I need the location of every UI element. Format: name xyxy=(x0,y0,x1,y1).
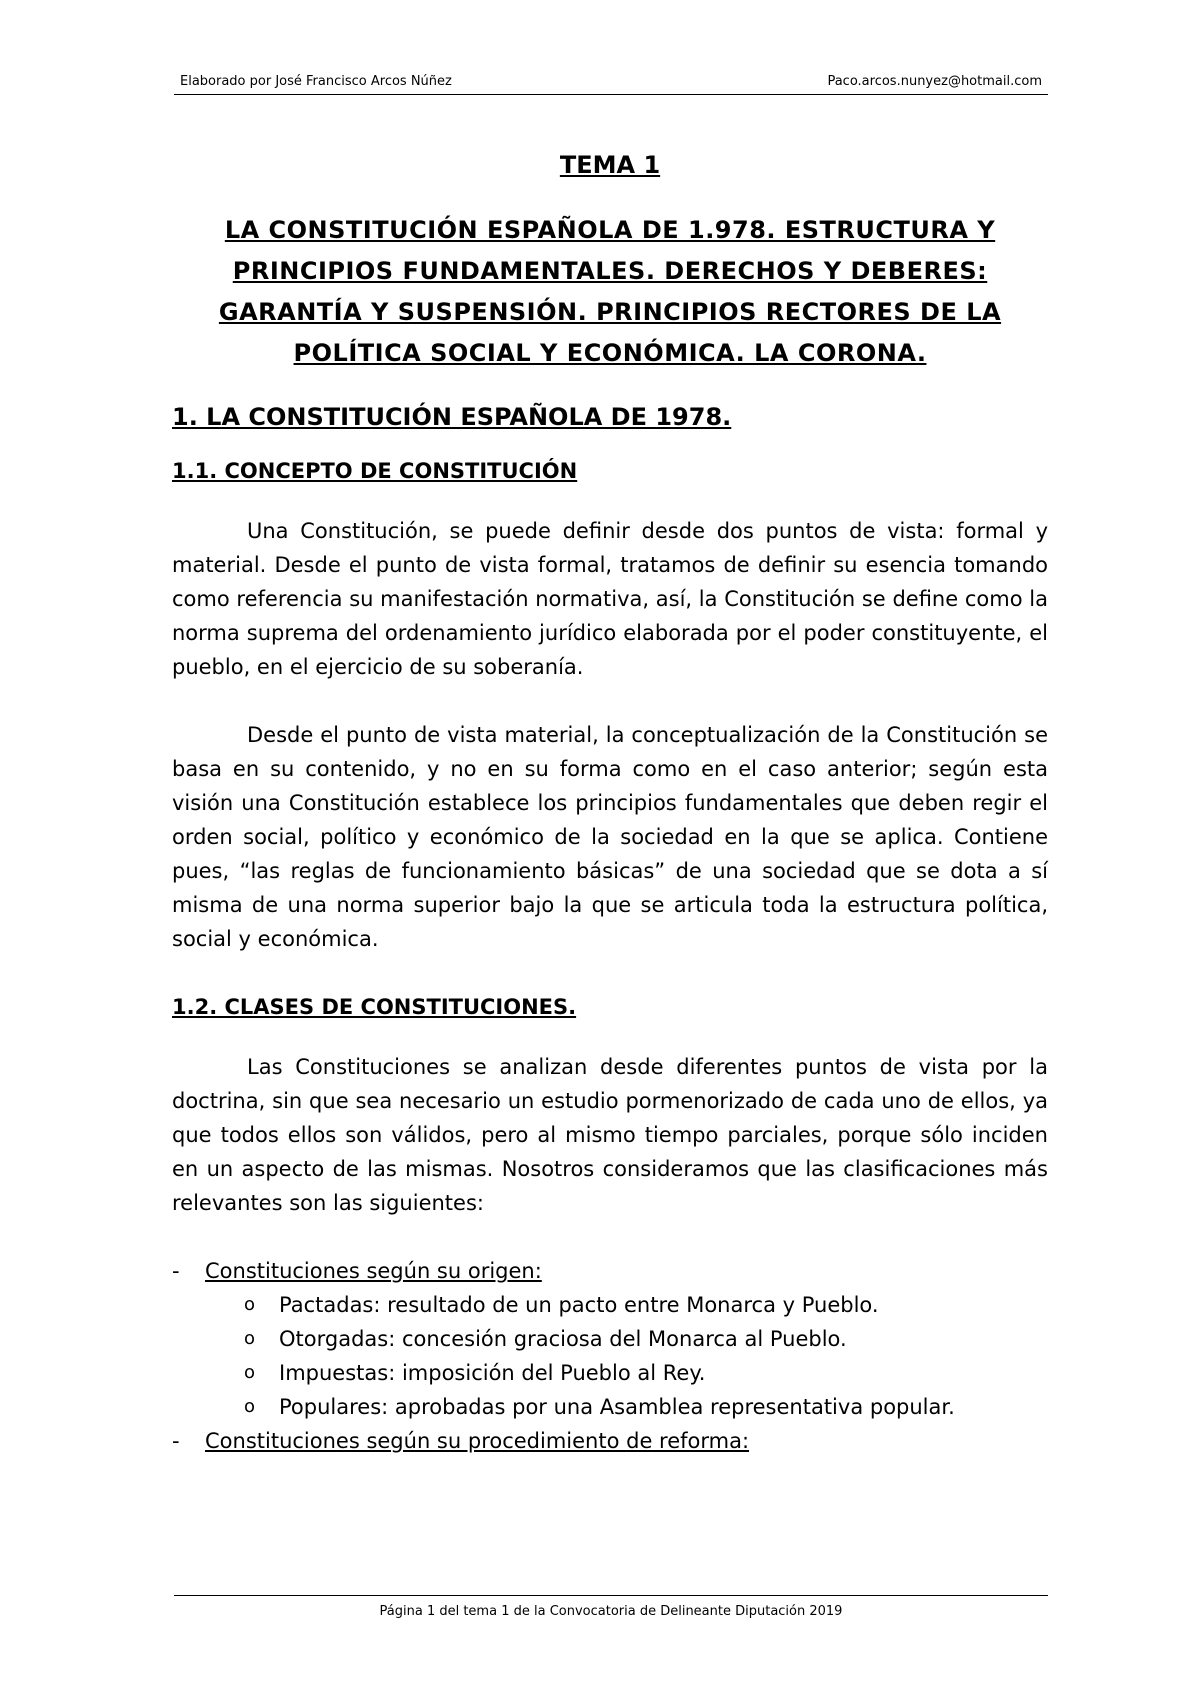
list-heading-reforma xyxy=(172,1424,1048,1458)
circle-bullet-icon: o xyxy=(244,1362,256,1383)
paragraph-formal: Una Constitución, se puede definir desde dos puntos de vista: formal y material. Desde el punto de vista formal, tratamos de definir su esencia tomando como referencia su manifestación normativa, así, la Constitución se define como la norma suprema del ordenamiento jurídico elaborada por el poder constituyente, el pueblo, en el ejercicio de su soberanía. xyxy=(172,519,1048,679)
list-heading-origen-text: Constituciones según su origen: xyxy=(205,1259,542,1283)
list-item-text: Populares: aprobadas por una Asamblea representativa popular. xyxy=(279,1395,955,1419)
list-item-text: Impuestas: imposición del Pueblo al Rey. xyxy=(279,1361,706,1385)
header-author: Elaborado por José Francisco Arcos Núñez xyxy=(180,74,452,89)
paragraph-clasificaciones: Las Constituciones se analizan desde diferentes puntos de vista por la doctrina, sin que sea necesario un estudio pormenorizado de cada uno de ellos, ya que todos ellos son válidos, pero al mismo tiempo parciales, porque sólo inciden en un aspecto de las mismas. Nosotros consideramos que las clasificaciones más relevantes son las siguientes: xyxy=(172,1055,1048,1215)
list-item xyxy=(172,1322,1048,1356)
document-body xyxy=(172,148,1048,1458)
header-email: Paco.arcos.nunyez@hotmail.com xyxy=(827,74,1042,89)
circle-bullet-icon: o xyxy=(244,1396,256,1417)
tema-title: TEMA 1 xyxy=(559,151,661,179)
main-title: LA CONSTITUCIÓN ESPAÑOLA DE 1.978. ESTRUCTURA Y PRINCIPIOS FUNDAMENTALES. DERECHOS Y DEBERES: GARANTÍA Y SUSPENSIÓN. PRINCIPIOS RECTORES DE LA POLÍTICA SOCIAL Y ECONÓMICA. LA CORONA. xyxy=(218,216,1002,367)
page-footer: Página 1 del tema 1 de la Convocatoria de Delineante Diputación 2019 xyxy=(174,1595,1048,1619)
circle-bullet-icon: o xyxy=(244,1294,256,1315)
classification-list xyxy=(172,1254,1048,1458)
list-item-text: Otorgadas: concesión graciosa del Monarca al Pueblo. xyxy=(279,1327,847,1351)
subsection-heading-concepto: 1.1. CONCEPTO DE CONSTITUCIÓN xyxy=(172,459,578,483)
list-item xyxy=(172,1356,1048,1390)
subsection-heading-clases: 1.2. CLASES DE CONSTITUCIONES. xyxy=(172,995,577,1019)
paragraph-material: Desde el punto de vista material, la conceptualización de la Constitución se basa en su contenido, y no en su forma como en el caso anterior; según esta visión una Constitución establece los principios fundamentales que deben regir el orden social, político y económico de la sociedad en la que se aplica. Contiene pues, “las reglas de funcionamiento básicas” de una sociedad que se dota a sí misma de una norma superior bajo la que se articula toda la estructura política, social y económica. xyxy=(172,723,1048,951)
list-item xyxy=(172,1288,1048,1322)
list-heading-origen xyxy=(172,1254,1048,1288)
list-item-text: Pactadas: resultado de un pacto entre Monarca y Pueblo. xyxy=(279,1293,879,1317)
list-heading-reforma-text: Constituciones según su procedimiento de reforma: xyxy=(205,1429,750,1453)
circle-bullet-icon: o xyxy=(244,1328,256,1349)
list-item xyxy=(172,1390,1048,1424)
section-heading: 1. LA CONSTITUCIÓN ESPAÑOLA DE 1978. xyxy=(172,403,732,431)
page-header xyxy=(174,70,1048,95)
